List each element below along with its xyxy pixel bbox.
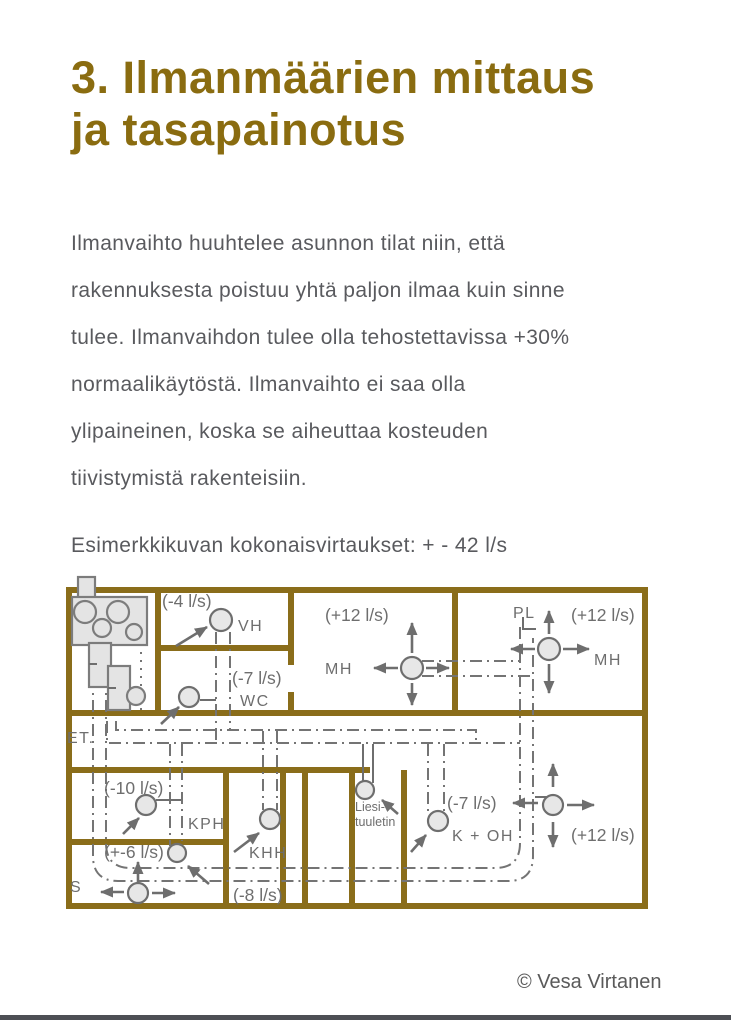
label-khh-flow: (-8 l/s): [233, 885, 283, 905]
label-mh1-room: MH: [325, 661, 353, 678]
label-cooker-hood-1: Liesi-: [355, 800, 385, 814]
unit-fan: [126, 624, 142, 640]
label-wc-room: WC: [240, 693, 270, 710]
label-mh1-flow: (+12 l/s): [325, 605, 389, 625]
label-cooker-hood-2: tuuletin: [355, 815, 396, 829]
unit-fan: [74, 601, 96, 623]
page-title-line1: 3. Ilmanmäärien mittaus: [71, 52, 596, 103]
air-terminals: [128, 609, 563, 903]
paragraph-line: ylipaineinen, koska se aiheuttaa kosteuden: [71, 420, 489, 443]
air-terminal-sauna: [128, 883, 148, 903]
copyright-notice: © Vesa Virtanen: [517, 971, 662, 993]
label-mh3-flow: (+12 l/s): [571, 825, 635, 845]
label-sauna-flow: (+-6 l/s): [104, 842, 164, 862]
paragraph-line: tulee. Ilmanvaihdon tulee olla tehostettavissa +30%: [71, 326, 570, 349]
label-mh2-room: MH: [594, 652, 622, 669]
air-terminal-wc: [179, 687, 199, 707]
air-terminal-mh3: [543, 795, 563, 815]
paragraph-line: rakennuksesta poistuu yhtä paljon ilmaa kuin sinne: [71, 279, 565, 302]
air-terminal-mh2: [538, 638, 560, 660]
paragraph-line: Ilmanvaihto huuhtelee asunnon tilat niin, että: [71, 232, 506, 255]
unit-fan: [127, 687, 145, 705]
label-kph-room: KPH: [188, 816, 226, 833]
label-kph-flow: (-10 l/s): [104, 778, 164, 798]
label-mh2-flow: (+12 l/s): [571, 605, 635, 625]
kph-flow-arrow: [123, 818, 139, 834]
corridor-duct-lower: [107, 721, 520, 743]
corridor-duct-upper: [116, 721, 476, 743]
air-terminal-koh: [428, 811, 448, 831]
paragraph-line: normaalikäytöstä. Ilmanvaihto ei saa olla: [71, 373, 466, 396]
label-khh-room: KHH: [249, 845, 288, 862]
label-vh-flow: (-4 l/s): [162, 591, 212, 611]
label-sauna-room: S: [70, 879, 83, 896]
air-terminal-kph: [136, 795, 156, 815]
label-koh-flow: (-7 l/s): [447, 793, 497, 813]
example-caption: Esimerkkikuvan kokonaisvirtaukset: + - 42 l/s: [71, 534, 508, 557]
vh-flow-arrow: [176, 627, 207, 646]
air-terminal-khh: [260, 809, 280, 829]
label-wc-flow: (-7 l/s): [232, 668, 282, 688]
air-terminal-sauna-supply: [168, 844, 186, 862]
page-title-line2: ja tasapainotus: [71, 104, 407, 155]
label-entry-room: ET.: [67, 730, 95, 747]
paragraph-line: tiivistymistä rakenteisiin.: [71, 467, 308, 490]
air-terminal-cooker-hood: [356, 781, 374, 799]
label-vh-room: VH: [238, 618, 264, 635]
koh-flow-arrow: [411, 835, 426, 852]
air-terminal-mh1: [401, 657, 423, 679]
label-pl-riser: PL: [513, 605, 536, 622]
unit-fan: [93, 619, 111, 637]
label-koh-room: K + OH: [452, 828, 514, 845]
footer-bar: [0, 1015, 731, 1020]
air-terminal-vh: [210, 609, 232, 631]
air-handling-unit: [72, 577, 147, 710]
unit-fan: [107, 601, 129, 623]
